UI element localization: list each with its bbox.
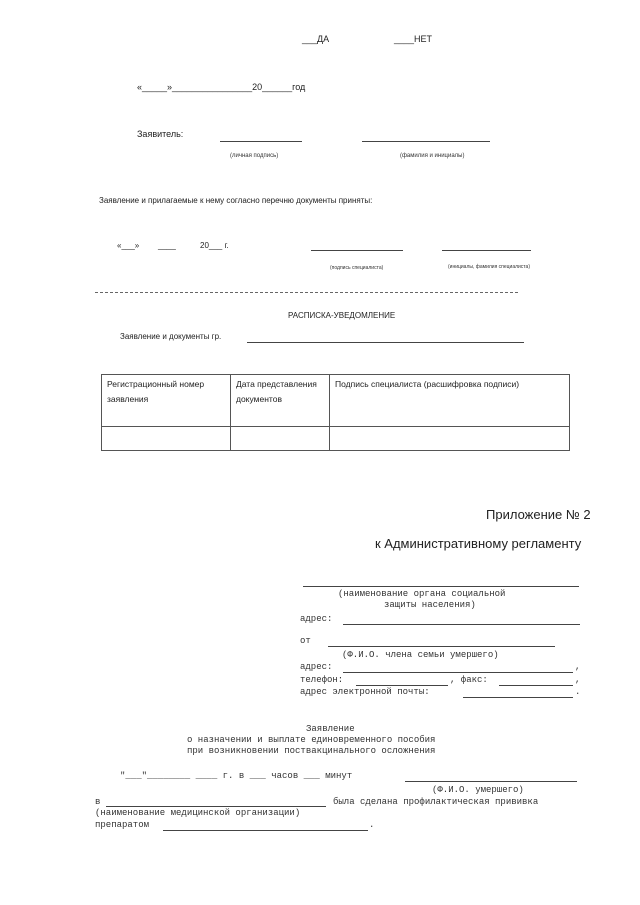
specialist-signature-caption: (подпись специалиста): [330, 265, 384, 271]
email-line[interactable]: [463, 697, 573, 698]
statement-line-2: при возникновении поствакцинального осложнения: [187, 746, 436, 756]
address-line[interactable]: [343, 624, 580, 625]
header-reg-number: Регистрационный номер заявления: [102, 375, 231, 427]
date-line: «_____»________________20______год: [137, 82, 306, 92]
accept-month-blank: ____: [158, 241, 176, 250]
name-line[interactable]: [362, 141, 490, 142]
vaccination-text: была сделана профилактическая прививка: [333, 797, 539, 807]
header-signature: Подпись специалиста (расшифровка подписи): [330, 375, 570, 427]
phone-line[interactable]: [356, 685, 448, 686]
address2-label: адрес:: [300, 662, 333, 672]
statement-line-1: о назначении и выплате единовременного пособия: [187, 735, 436, 745]
from-line[interactable]: [328, 646, 555, 647]
receipt-title: РАСПИСКА-УВЕДОМЛЕНИЕ: [288, 311, 396, 320]
header-date: Дата представления документов: [231, 375, 330, 427]
from-label: от: [300, 636, 311, 646]
receipt-name-line[interactable]: [247, 342, 524, 343]
cell-date[interactable]: [231, 427, 330, 451]
specialist-name-caption: (инициалы, фамилия специалиста): [448, 264, 530, 270]
phone-label: телефон:: [300, 675, 344, 685]
drug-line[interactable]: [163, 830, 368, 831]
from-caption: (Ф.И.О. члена семьи умершего): [342, 650, 499, 660]
address2-line[interactable]: [343, 672, 573, 673]
yes-option[interactable]: ___ДА: [302, 34, 330, 44]
accept-year: 20___ г.: [200, 241, 229, 250]
specialist-name-line[interactable]: [442, 250, 531, 251]
organ-caption-2: защиты населения): [384, 600, 476, 610]
receipt-docs-label: Заявление и документы гр.: [120, 332, 222, 341]
statement-title: Заявление: [306, 724, 355, 734]
fax-line[interactable]: [499, 685, 573, 686]
fax-label: , факс:: [450, 675, 488, 685]
cell-reg-number[interactable]: [102, 427, 231, 451]
no-option[interactable]: ____НЕТ: [394, 34, 433, 44]
organ-line[interactable]: [303, 586, 579, 587]
drug-label: препаратом: [95, 820, 150, 830]
deceased-line[interactable]: [405, 781, 577, 782]
appendix-subtitle: к Административному регламенту: [375, 536, 582, 551]
cell-signature[interactable]: [330, 427, 570, 451]
organ-caption-1: (наименование органа социальной: [338, 589, 506, 599]
cut-line: [95, 292, 518, 293]
name-caption: (фамилия и инициалы): [400, 153, 465, 159]
signature-caption: (личная подпись): [230, 153, 279, 159]
event-date-row: "___"________ ____ г. в ___ часов ___ минут: [120, 771, 353, 781]
med-org-caption: (наименование медицинской организации): [95, 808, 301, 818]
applicant-label: Заявитель:: [137, 129, 184, 139]
specialist-signature-line[interactable]: [311, 250, 403, 251]
receipt-table: [101, 374, 570, 451]
signature-line[interactable]: [220, 141, 302, 142]
appendix-title: Приложение № 2: [486, 507, 591, 522]
address-label: адрес:: [300, 614, 333, 624]
email-label: адрес электронной почты:: [300, 687, 430, 697]
med-org-line[interactable]: [106, 806, 326, 807]
deceased-caption: (Ф.И.О. умершего): [432, 785, 524, 795]
accept-day: «___»: [117, 241, 140, 250]
accepted-text: Заявление и прилагаемые к нему согласно перечню документы приняты:: [99, 196, 373, 205]
in-label: в: [95, 797, 101, 807]
